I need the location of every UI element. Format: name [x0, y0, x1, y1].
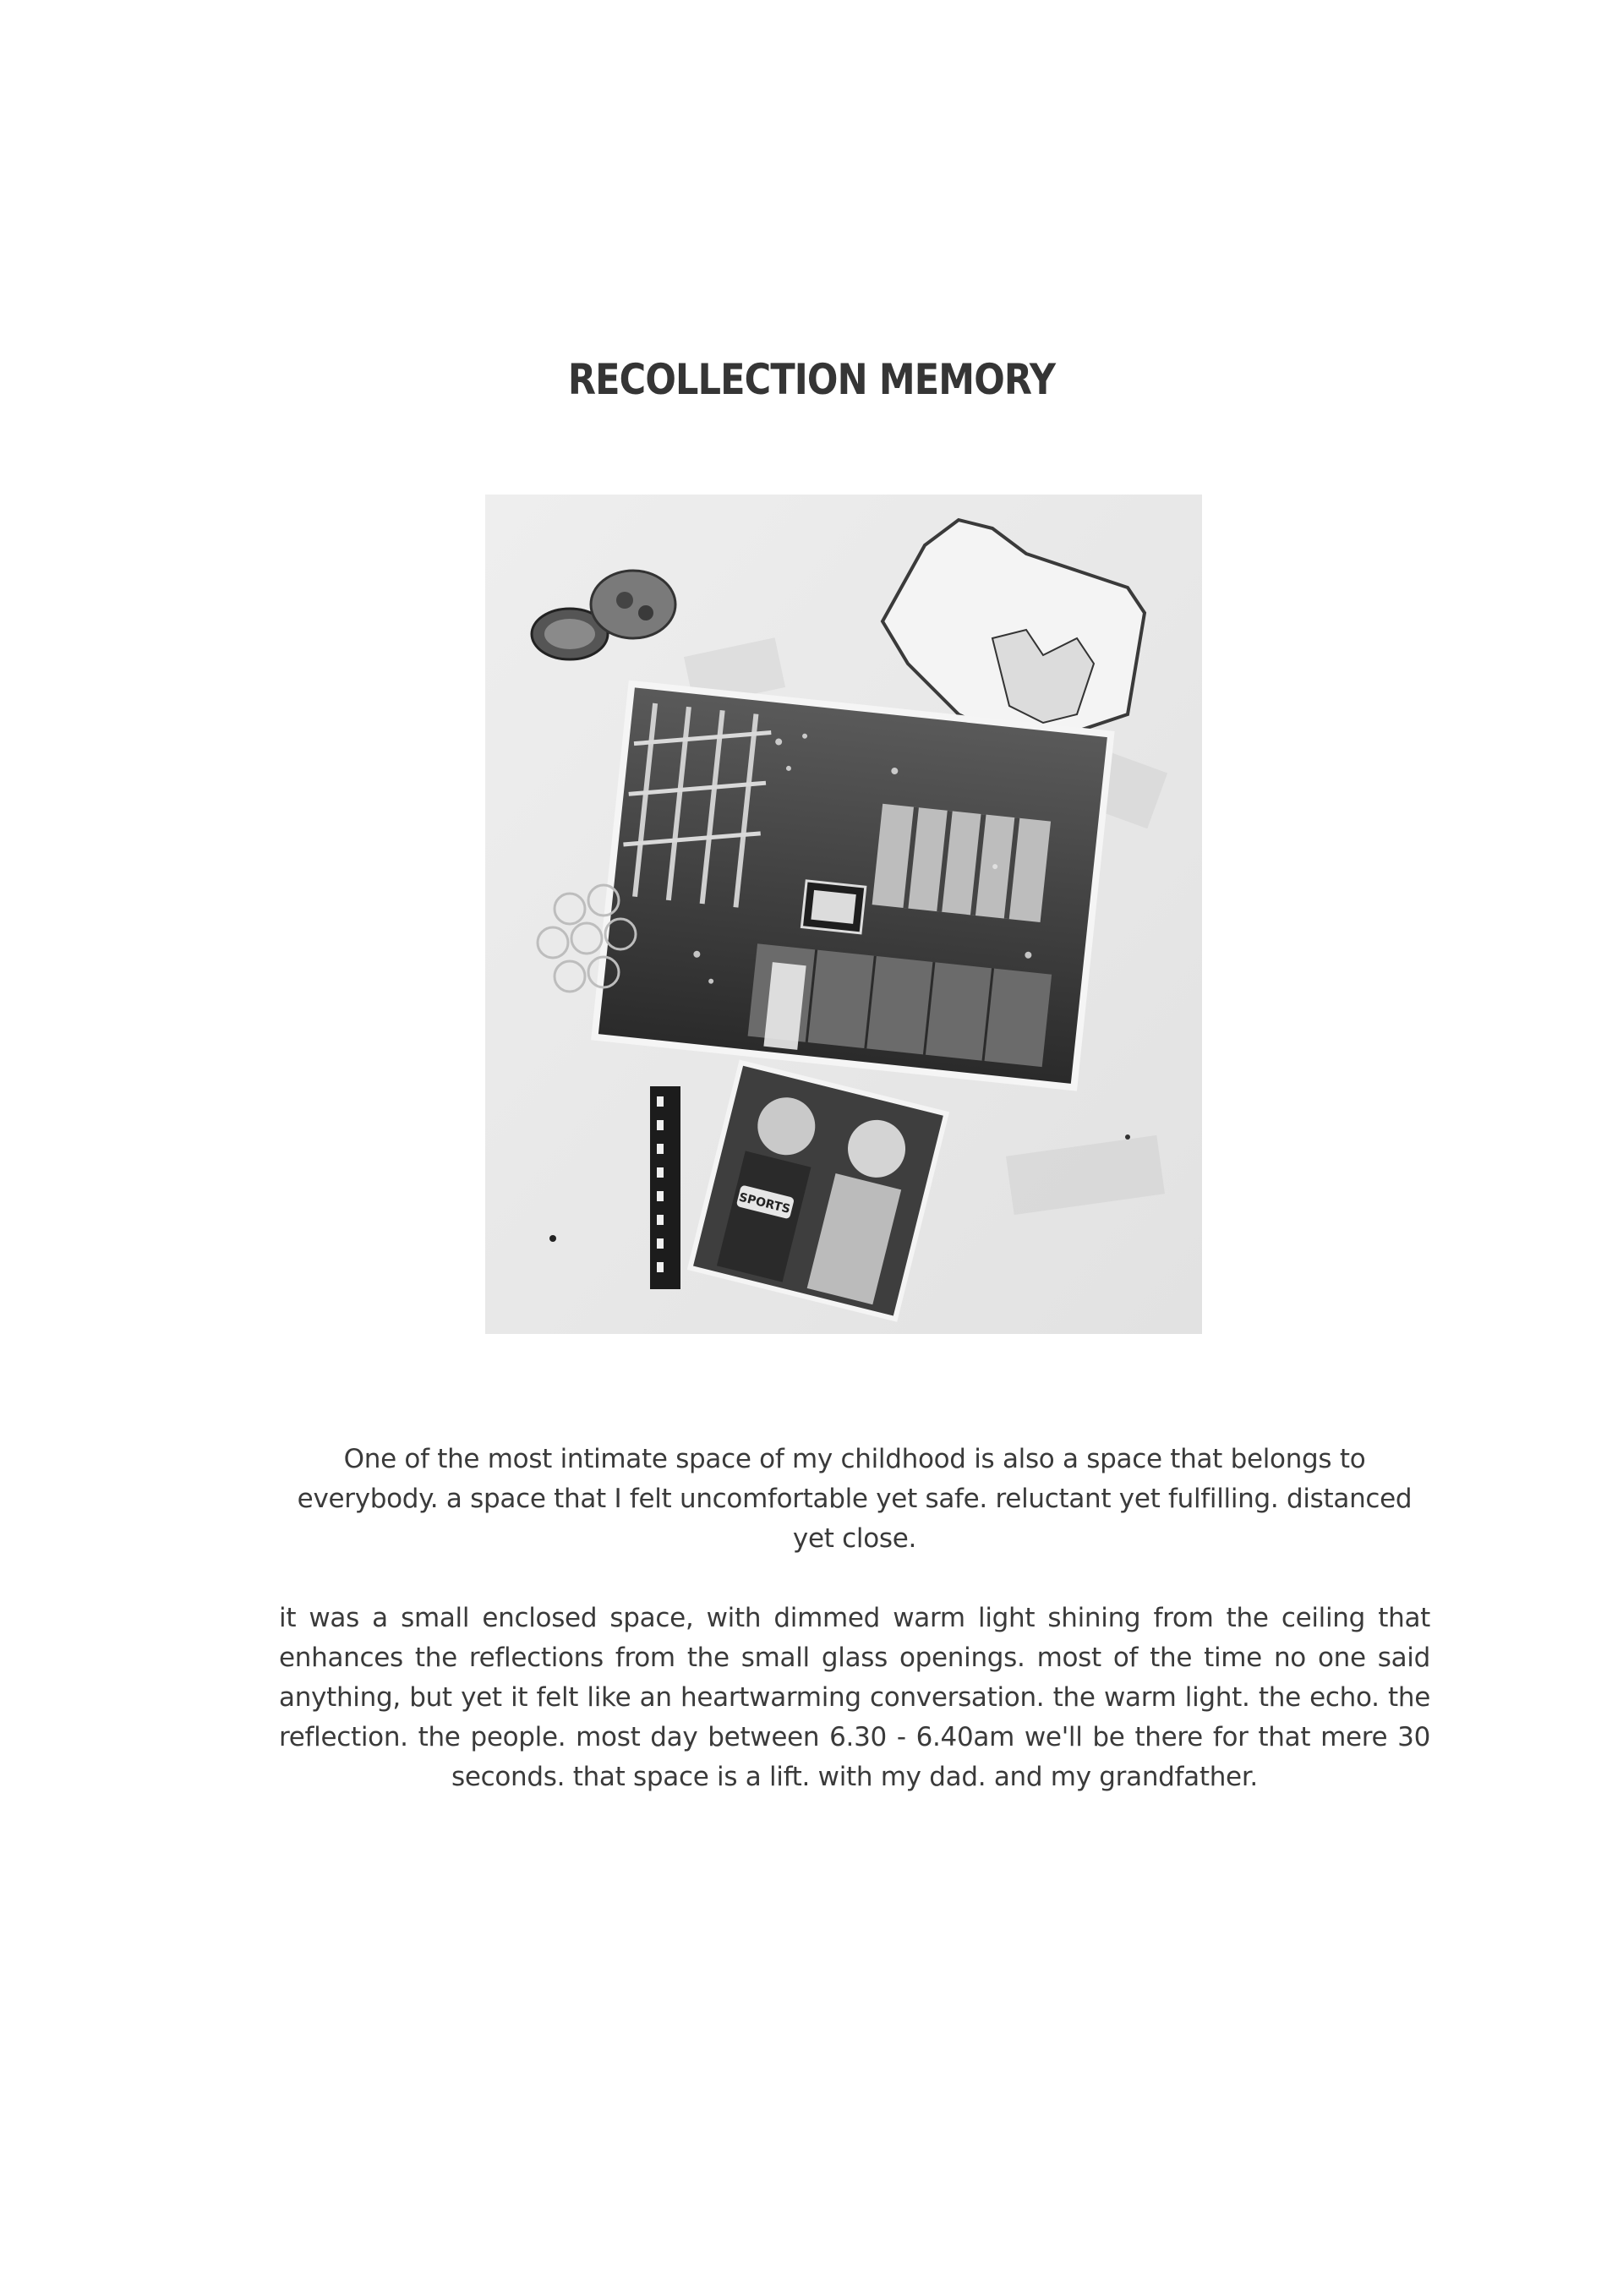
paragraph-1: One of the most intimate space of my childhood is also a space that belongs to everybody. a space that I felt uncomfortable yet safe. reluctant yet fulfilling. distanced yet close. [297, 1444, 1413, 1554]
body-text [279, 1440, 1430, 1797]
paragraph-2: it was a small enclosed space, with dimmed warm light shining from the ceiling that enhances the reflections from the small glass openings. most of the time no one said anything, but yet it felt like an heartwarming conversation. the warm light. the echo. the reflection. the people. most day between 6.30 - 6.40am we'll be there for that mere 30 seconds. that space is a lift. with my dad. and my grandfather. [279, 1603, 1430, 1792]
photo-caption: SPORTS [737, 1190, 792, 1216]
page-title: RECOLLECTION MEMORY [567, 354, 1056, 404]
collage-photograph [485, 495, 1202, 1334]
